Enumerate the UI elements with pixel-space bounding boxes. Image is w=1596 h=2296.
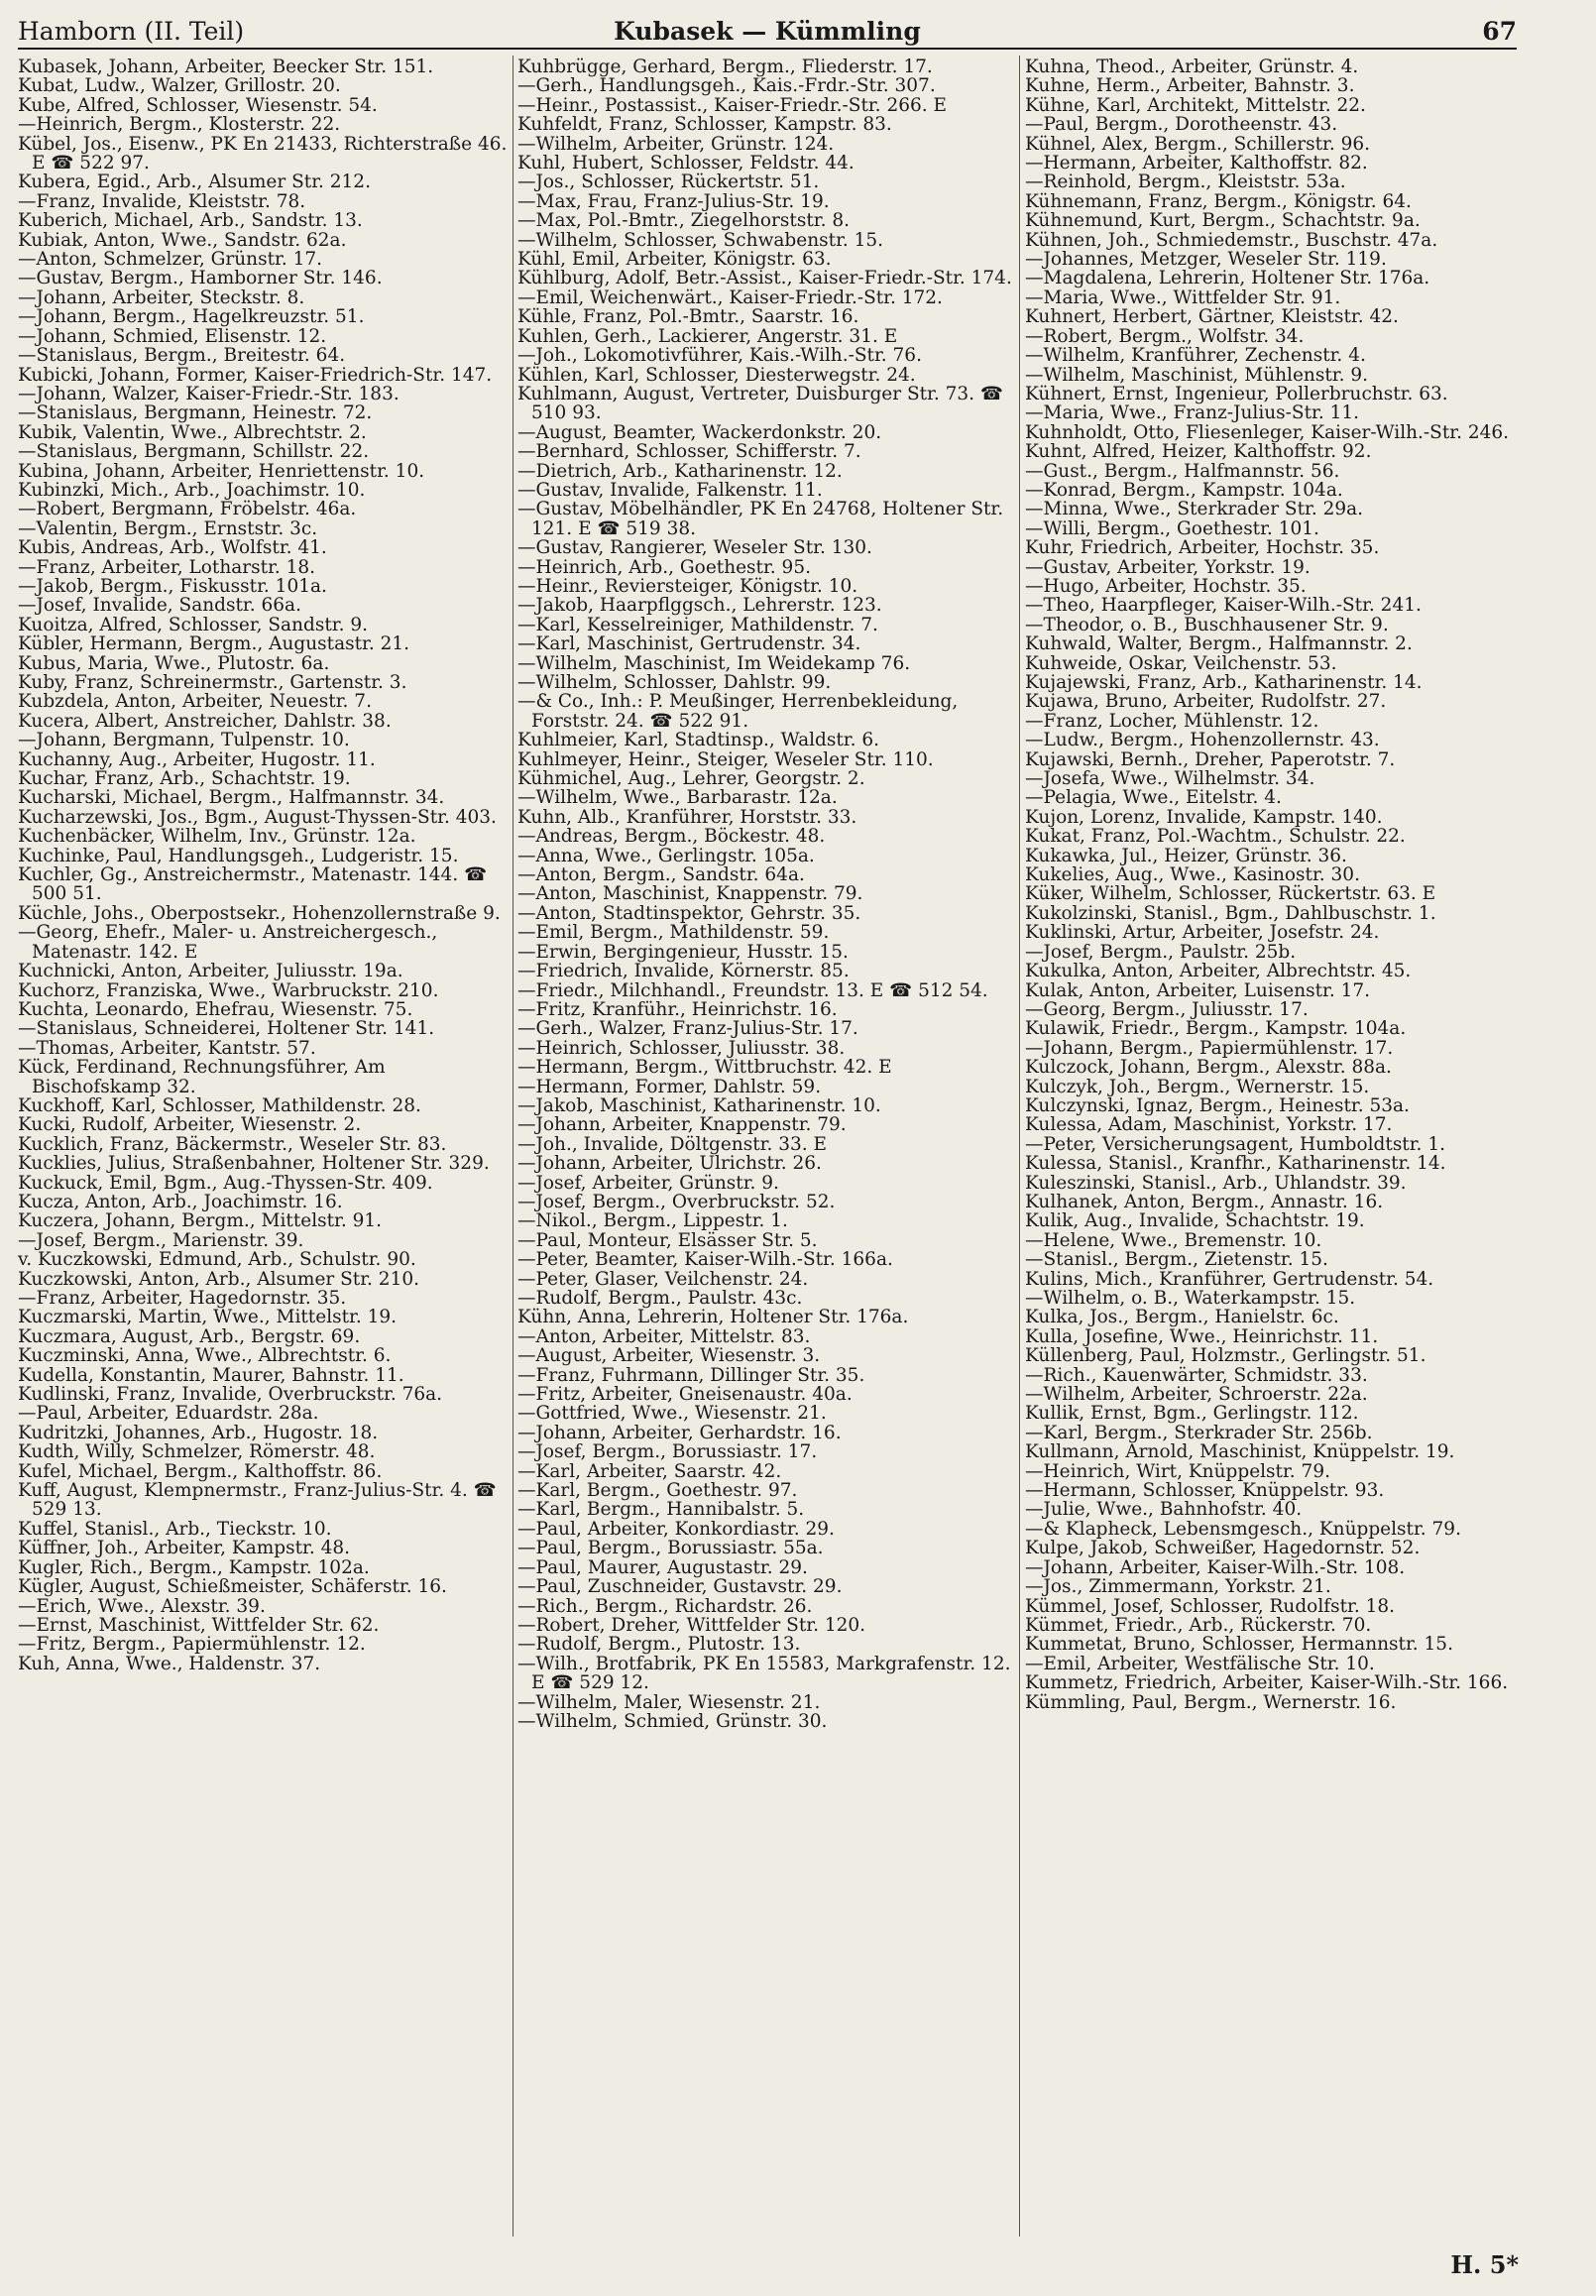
directory-entry: Kuhr, Friedrich, Arbeiter, Hochstr. 35. bbox=[1025, 537, 1380, 559]
directory-entry: —Reinhold, Bergm., Kleiststr. 53a. bbox=[1025, 172, 1346, 193]
directory-entry: —Anton, Schmelzer, Grünstr. 17. bbox=[18, 249, 323, 271]
directory-column-3 bbox=[1025, 57, 1521, 1712]
directory-entry: —Franz, Arbeiter, Lotharstr. 18. bbox=[18, 556, 316, 578]
directory-entry: Kühlburg, Adolf, Betr.-Assist., Kaiser-Friedr.-Str. 174. bbox=[517, 268, 1012, 289]
directory-entry: Kubat, Ludw., Walzer, Grillostr. 20. bbox=[18, 75, 341, 97]
directory-entry: Kühnert, Ernst, Ingenieur, Pollerbruchstr. 63. bbox=[1025, 383, 1448, 404]
directory-entry: Kuchanny, Aug., Arbeiter, Hugostr. 11. bbox=[18, 748, 376, 770]
directory-entry: Kübler, Hermann, Bergm., Augustastr. 21. bbox=[18, 633, 410, 655]
directory-entry: —Wilhelm, Schlosser, Dahlstr. 99. bbox=[517, 672, 832, 693]
directory-entry: Kukolzinski, Stanisl., Bgm., Dahlbuschstr. 1. bbox=[1025, 902, 1436, 924]
directory-entry: Kümmet, Friedr., Arb., Rückerstr. 70. bbox=[1025, 1614, 1372, 1636]
directory-entry: —Wilhelm, Arbeiter, Grünstr. 124. bbox=[517, 133, 835, 155]
directory-entry: —Willi, Bergm., Goethestr. 101. bbox=[1025, 517, 1319, 539]
directory-entry: —August, Arbeiter, Wiesenstr. 3. bbox=[517, 1345, 821, 1367]
directory-entry: —Franz, Invalide, Kleiststr. 78. bbox=[18, 190, 306, 212]
directory-entry: —Erich, Wwe., Alexstr. 39. bbox=[18, 1595, 266, 1617]
directory-entry: Kühne, Karl, Architekt, Mittelstr. 22. bbox=[1025, 94, 1366, 116]
directory-entry: Kück, Ferdinand, Rechnungsführer, Am Bischofskamp 32. bbox=[18, 1057, 386, 1097]
page-number: 67 bbox=[1482, 17, 1517, 46]
directory-entry: Kuhnt, Alfred, Heizer, Kalthoffstr. 92. bbox=[1025, 441, 1372, 463]
directory-entry: Kuchenbäcker, Wilhelm, Inv., Grünstr. 12a. bbox=[18, 826, 416, 848]
directory-entry: Kubera, Egid., Arb., Alsumer Str. 212. bbox=[18, 172, 371, 193]
directory-entry: Kuczkowski, Anton, Arb., Alsumer Str. 210. bbox=[18, 1268, 419, 1290]
directory-entry: Kuhlmeier, Karl, Stadtinsp., Waldstr. 6. bbox=[517, 730, 880, 751]
directory-entry: —Georg, Ehefr., Maler- u. Anstreichergesch., Matenastr. 142. E bbox=[18, 922, 438, 963]
directory-entry: Küker, Wilhelm, Schlosser, Rückertstr. 63. E bbox=[1025, 883, 1436, 905]
directory-entry: —Josef, Invalide, Sandstr. 66a. bbox=[18, 595, 301, 617]
directory-entry: —Wilhelm, Arbeiter, Schroerstr. 22a. bbox=[1025, 1384, 1368, 1406]
directory-entry: Kuchta, Leonardo, Ehefrau, Wiesenstr. 75. bbox=[18, 998, 413, 1020]
directory-entry: —& Klapheck, Lebensmgesch., Knüppelstr. 79. bbox=[1025, 1518, 1461, 1540]
directory-entry: —Josef, Bergm., Marienstr. 39. bbox=[18, 1229, 304, 1251]
directory-entry: —Max, Frau, Franz-Julius-Str. 19. bbox=[517, 190, 830, 212]
directory-entry: —Gerh., Handlungsgeh., Kais.-Frdr.-Str. 307. bbox=[517, 75, 936, 97]
directory-entry: Kulczyk, Joh., Bergm., Wernerstr. 15. bbox=[1025, 1076, 1370, 1097]
directory-column-2 bbox=[517, 57, 1015, 1731]
directory-entry: Kühnemund, Kurt, Bergm., Schachtstr. 9a. bbox=[1025, 210, 1421, 232]
directory-entry: —Josef, Arbeiter, Grünstr. 9. bbox=[517, 1172, 779, 1194]
directory-entry: Kulawik, Friedr., Bergm., Kampstr. 104a. bbox=[1025, 1018, 1407, 1040]
directory-entry: Kube, Alfred, Schlosser, Wiesenstr. 54. bbox=[18, 94, 378, 116]
directory-entry: —Emil, Arbeiter, Westfälische Str. 10. bbox=[1025, 1653, 1375, 1674]
directory-entry: —Franz, Arbeiter, Hagedornstr. 35. bbox=[18, 1288, 347, 1309]
directory-entry: —Stanislaus, Bergmann, Schillstr. 22. bbox=[18, 441, 370, 463]
directory-entry: —Theodor, o. B., Buschhausener Str. 9. bbox=[1025, 614, 1389, 635]
directory-entry: Kujawa, Bruno, Arbeiter, Rudolfstr. 27. bbox=[1025, 691, 1387, 713]
directory-entry: Kubik, Valentin, Wwe., Albrechtstr. 2. bbox=[18, 421, 367, 443]
directory-entry: —Johann, Bergm., Hagelkreuzstr. 51. bbox=[18, 306, 365, 328]
directory-entry: Kucki, Rudolf, Arbeiter, Wiesenstr. 2. bbox=[18, 1114, 362, 1136]
directory-entry: —Dietrich, Arb., Katharinenstr. 12. bbox=[517, 460, 843, 482]
directory-entry: Kuberich, Michael, Arb., Sandstr. 13. bbox=[18, 210, 363, 232]
directory-entry: —Anton, Arbeiter, Mittelstr. 83. bbox=[517, 1325, 811, 1347]
directory-entry: Kubinzki, Mich., Arb., Joachimstr. 10. bbox=[18, 479, 366, 501]
directory-entry: —Josef, Bergm., Overbruckstr. 52. bbox=[517, 1191, 836, 1212]
directory-entry: Kuhlen, Gerh., Lackierer, Angerstr. 31. E bbox=[517, 325, 898, 347]
directory-entry: —Hermann, Arbeiter, Kalthoffstr. 82. bbox=[1025, 153, 1368, 174]
directory-entry: Küffner, Joh., Arbeiter, Kampstr. 48. bbox=[18, 1538, 351, 1559]
directory-entry: —Peter, Versicherungsagent, Humboldtstr. 1. bbox=[1025, 1133, 1445, 1155]
directory-entry: —Johann, Bergm., Papiermühlenstr. 17. bbox=[1025, 1037, 1394, 1059]
directory-entry: Kulczock, Johann, Bergm., Alexstr. 88a. bbox=[1025, 1057, 1392, 1079]
directory-entry: —Wilhelm, Maler, Wiesenstr. 21. bbox=[517, 1691, 821, 1713]
directory-entry: —Fritz, Kranführ., Heinrichstr. 16. bbox=[517, 998, 838, 1020]
directory-entry: —Josef, Bergm., Borussiastr. 17. bbox=[517, 1441, 818, 1463]
directory-entry: —Peter, Beamter, Kaiser-Wilh.-Str. 166a. bbox=[517, 1249, 893, 1271]
directory-entry: Kubicki, Johann, Former, Kaiser-Friedrich-Str. 147. bbox=[18, 364, 493, 386]
directory-entry: Kuhnholdt, Otto, Fliesenleger, Kaiser-Wilh.-Str. 246. bbox=[1025, 421, 1510, 443]
directory-entry: Kümmling, Paul, Bergm., Wernerstr. 16. bbox=[1025, 1691, 1397, 1712]
directory-entry: —Gust., Bergm., Halfmannstr. 56. bbox=[1025, 460, 1340, 482]
directory-entry: Kudth, Willy, Schmelzer, Römerstr. 48. bbox=[18, 1441, 376, 1463]
directory-entry: Kuhne, Herm., Arbeiter, Bahnstr. 3. bbox=[1025, 75, 1355, 97]
directory-entry: —Hugo, Arbeiter, Hochstr. 35. bbox=[1025, 575, 1307, 597]
directory-entry: Kummetz, Friedrich, Arbeiter, Kaiser-Wilh.-Str. 166. bbox=[1025, 1672, 1509, 1694]
directory-entry: Kudritzki, Johannes, Arb., Hugostr. 18. bbox=[18, 1422, 379, 1443]
directory-entry: Kubiak, Anton, Wwe., Sandstr. 62a. bbox=[18, 229, 347, 251]
page-header bbox=[18, 10, 1517, 50]
directory-entry: —Emil, Weichenwärt., Kaiser-Friedr.-Str. 172. bbox=[517, 287, 943, 308]
directory-entry: —Bernhard, Schlosser, Schifferstr. 7. bbox=[517, 441, 861, 463]
directory-entry: Kukulka, Anton, Arbeiter, Albrechtstr. 45. bbox=[1025, 961, 1412, 982]
directory-entry: Küchle, Johs., Oberpostsekr., Hohenzollernstraße 9. bbox=[18, 902, 501, 924]
directory-entry: —Heinrich, Schlosser, Juliusstr. 38. bbox=[517, 1037, 846, 1059]
directory-entry: Kühmichel, Aug., Lehrer, Georgstr. 2. bbox=[517, 768, 865, 790]
directory-entry: Kuchinke, Paul, Handlungsgeh., Ludgeristr. 15. bbox=[18, 845, 459, 866]
directory-entry: —Jakob, Haarpflggsch., Lehrerstr. 123. bbox=[517, 595, 882, 617]
directory-entry: —Karl, Bergm., Hannibalstr. 5. bbox=[517, 1499, 805, 1521]
directory-entry: —Paul, Maurer, Augustastr. 29. bbox=[517, 1556, 808, 1578]
directory-entry: —Gustav, Bergm., Hamborner Str. 146. bbox=[18, 268, 383, 289]
directory-entry: Kulins, Mich., Kranführer, Gertrudenstr. 54. bbox=[1025, 1268, 1434, 1290]
directory-entry: —Hermann, Former, Dahlstr. 59. bbox=[517, 1076, 822, 1097]
directory-entry: —Emil, Bergm., Mathildenstr. 59. bbox=[517, 922, 830, 944]
directory-entry: Kukat, Franz, Pol.-Wachtm., Schulstr. 22. bbox=[1025, 826, 1406, 848]
directory-entry: —Heinrich, Wirt, Knüppelstr. 79. bbox=[1025, 1460, 1330, 1482]
directory-entry: —Anton, Stadtinspektor, Gehrstr. 35. bbox=[517, 902, 861, 924]
directory-entry: —Heinr., Reviersteiger, Königstr. 10. bbox=[517, 575, 858, 597]
directory-entry: Kulik, Aug., Invalide, Schachtstr. 19. bbox=[1025, 1210, 1365, 1232]
directory-entry: Kuckuck, Emil, Bgm., Aug.-Thyssen-Str. 409. bbox=[18, 1172, 433, 1194]
directory-entry: —Paul, Arbeiter, Eduardstr. 28a. bbox=[18, 1403, 319, 1425]
directory-entry: Kuklinski, Artur, Arbeiter, Josefstr. 24. bbox=[1025, 922, 1380, 944]
directory-entry: —Gustav, Rangierer, Weseler Str. 130. bbox=[517, 537, 872, 559]
directory-entry: v. Kuczkowski, Edmund, Arb., Schulstr. 90. bbox=[18, 1249, 416, 1271]
directory-entry: —Wilhelm, Schlosser, Schwabenstr. 15. bbox=[517, 229, 884, 251]
directory-entry: —Stanislaus, Bergmann, Heinestr. 72. bbox=[18, 402, 373, 424]
directory-entry: Kuoitza, Alfred, Schlosser, Sandstr. 9. bbox=[18, 614, 368, 635]
directory-entry: Kucza, Anton, Arb., Joachimstr. 16. bbox=[18, 1191, 343, 1212]
directory-entry: Kufel, Michael, Bergm., Kalthoffstr. 86. bbox=[18, 1460, 383, 1482]
directory-entry: Kuchler, Gg., Anstreichermstr., Matenastr. 144. ☎ 500 51. bbox=[18, 864, 488, 905]
directory-entry: —Robert, Dreher, Wittfelder Str. 120. bbox=[517, 1614, 866, 1636]
directory-entry: —Anton, Maschinist, Knappenstr. 79. bbox=[517, 883, 863, 905]
directory-entry: —Fritz, Bergm., Papiermühlenstr. 12. bbox=[18, 1634, 366, 1656]
directory-entry: Kukelies, Aug., Wwe., Kasinostr. 30. bbox=[1025, 864, 1360, 886]
directory-entry: Kümmel, Josef, Schlosser, Rudolfstr. 18. bbox=[1025, 1595, 1396, 1617]
directory-entry: —Ernst, Maschinist, Wittfelder Str. 62. bbox=[18, 1614, 380, 1636]
directory-entry: —Wilhelm, o. B., Waterkampstr. 15. bbox=[1025, 1288, 1356, 1309]
directory-entry: Kujajewski, Franz, Arb., Katharinenstr. 14. bbox=[1025, 672, 1423, 693]
directory-entry: —Johann, Bergmann, Tulpenstr. 10. bbox=[18, 730, 350, 751]
directory-entry: —Theo, Haarpfleger, Kaiser-Wilh.-Str. 241. bbox=[1025, 595, 1422, 617]
directory-entry: Kuhbrügge, Gerhard, Bergm., Fliederstr. 17. bbox=[517, 57, 933, 77]
directory-entry: Kuhnert, Herbert, Gärtner, Kleiststr. 42. bbox=[1025, 306, 1399, 328]
directory-entry: —Andreas, Bergm., Böckestr. 48. bbox=[517, 826, 826, 848]
directory-entry: —Konrad, Bergm., Kampstr. 104a. bbox=[1025, 479, 1343, 501]
directory-entry: Kulpe, Jakob, Schweißer, Hagedornstr. 52. bbox=[1025, 1538, 1421, 1559]
directory-entry: —Magdalena, Lehrerin, Holtener Str. 176a. bbox=[1025, 268, 1430, 289]
directory-entry: Kubzdela, Anton, Arbeiter, Neuestr. 7. bbox=[18, 691, 372, 713]
directory-entry: Kuczminski, Anna, Wwe., Albrechtstr. 6. bbox=[18, 1345, 392, 1367]
directory-entry: —Josefa, Wwe., Wilhelmstr. 34. bbox=[1025, 768, 1315, 790]
directory-entry: —Franz, Locher, Mühlenstr. 12. bbox=[1025, 710, 1319, 732]
directory-entry: Kucklich, Franz, Bäckermstr., Weseler Str. 83. bbox=[18, 1133, 447, 1155]
directory-entry: —Karl, Bergm., Goethestr. 97. bbox=[517, 1480, 798, 1502]
directory-entry: —Joh., Lokomotivführer, Kais.-Wilh.-Str. 76. bbox=[517, 345, 922, 367]
directory-entry: Kulessa, Stanisl., Kranfhr., Katharinenstr. 14. bbox=[1025, 1153, 1446, 1175]
directory-entry: Kuffel, Stanisl., Arb., Tieckstr. 10. bbox=[18, 1518, 332, 1540]
directory-entry: Kulka, Jos., Bergm., Hanielstr. 6c. bbox=[1025, 1307, 1339, 1328]
directory-entry: Kuhlmann, August, Vertreter, Duisburger Str. 73. ☎ 510 93. bbox=[517, 383, 1003, 424]
directory-entry: Kuchorz, Franziska, Wwe., Warbruckstr. 210. bbox=[18, 979, 439, 1001]
directory-entry: Kullmann, Arnold, Maschinist, Knüppelstr. 19. bbox=[1025, 1441, 1455, 1463]
directory-entry: —Stanislaus, Bergm., Breitestr. 64. bbox=[18, 345, 346, 367]
directory-entry: Kühnen, Joh., Schmiedemstr., Buschstr. 47a. bbox=[1025, 229, 1438, 251]
directory-entry: Kuleszinski, Stanisl., Arb., Uhlandstr. 39. bbox=[1025, 1172, 1407, 1194]
directory-entry: Kubis, Andreas, Arb., Wolfstr. 41. bbox=[18, 537, 327, 559]
directory-entry: —Paul, Monteur, Elsässer Str. 5. bbox=[517, 1229, 818, 1251]
directory-entry: —Jos., Zimmermann, Yorkstr. 21. bbox=[1025, 1576, 1331, 1598]
directory-entry: Kühn, Anna, Lehrerin, Holtener Str. 176a. bbox=[517, 1307, 909, 1328]
directory-entry: Kuhfeldt, Franz, Schlosser, Kampstr. 83. bbox=[517, 114, 892, 136]
directory-entry: Kuhn, Alb., Kranführer, Horststr. 33. bbox=[517, 806, 857, 828]
directory-entry: —Johann, Schmied, Elisenstr. 12. bbox=[18, 325, 327, 347]
directory-entry: —Wilhelm, Kranführer, Zechenstr. 4. bbox=[1025, 345, 1366, 367]
directory-entry: Kulhanek, Anton, Bergm., Annastr. 16. bbox=[1025, 1191, 1384, 1212]
directory-entry: Kuchar, Franz, Arb., Schachtstr. 19. bbox=[18, 768, 351, 790]
directory-entry: Kuczmarski, Martin, Wwe., Mittelstr. 19. bbox=[18, 1307, 398, 1328]
directory-entry: —Minna, Wwe., Sterkrader Str. 29a. bbox=[1025, 499, 1364, 520]
directory-entry: —Johann, Arbeiter, Ulrichstr. 26. bbox=[517, 1153, 822, 1175]
directory-entry: Kubasek, Johann, Arbeiter, Beecker Str. 151. bbox=[18, 57, 434, 77]
directory-entry: —Johann, Walzer, Kaiser-Friedr.-Str. 183. bbox=[18, 383, 399, 404]
directory-entry: Kuhweide, Oskar, Veilchenstr. 53. bbox=[1025, 652, 1337, 674]
directory-entry: —Rich., Bergm., Richardstr. 26. bbox=[517, 1595, 813, 1617]
directory-entry: —Friedr., Milchhandl., Freundstr. 13. E ☎ 512 54. bbox=[517, 979, 988, 1001]
directory-entry: —Heinr., Postassist., Kaiser-Friedr.-Str. 266. E bbox=[517, 94, 948, 116]
directory-entry: Kuczmara, August, Arb., Bergstr. 69. bbox=[18, 1325, 361, 1347]
header-name-range: Kubasek — Kümmling bbox=[614, 17, 921, 46]
directory-entry: Kubina, Johann, Arbeiter, Henriettenstr. 10. bbox=[18, 460, 425, 482]
directory-entry: —Thomas, Arbeiter, Kantstr. 57. bbox=[18, 1037, 316, 1059]
directory-entry: —Stanislaus, Schneiderei, Holtener Str. 141. bbox=[18, 1018, 435, 1040]
directory-entry: —Paul, Zuschneider, Gustavstr. 29. bbox=[517, 1576, 843, 1598]
directory-entry: Kucharzewski, Jos., Bgm., August-Thyssen-Str. 403. bbox=[18, 806, 497, 828]
directory-entry: —August, Beamter, Wackerdonkstr. 20. bbox=[517, 421, 882, 443]
directory-entry: —Fritz, Arbeiter, Gneisenaustr. 40a. bbox=[517, 1384, 853, 1406]
directory-entry: Kucklies, Julius, Straßenbahner, Holtener Str. 329. bbox=[18, 1153, 490, 1175]
directory-entry: Kulak, Anton, Arbeiter, Luisenstr. 17. bbox=[1025, 979, 1371, 1001]
directory-entry: —Julie, Wwe., Bahnhofstr. 40. bbox=[1025, 1499, 1303, 1521]
directory-entry: —Wilhelm, Maschinist, Im Weidekamp 76. bbox=[517, 652, 911, 674]
directory-entry: —Gustav, Arbeiter, Yorkstr. 19. bbox=[1025, 556, 1311, 578]
directory-entry: —Karl, Maschinist, Gertrudenstr. 34. bbox=[517, 633, 861, 655]
directory-entry: —Hermann, Schlosser, Knüppelstr. 93. bbox=[1025, 1480, 1385, 1502]
directory-entry: Kulessa, Adam, Maschinist, Yorkstr. 17. bbox=[1025, 1114, 1393, 1136]
directory-entry: Kuhlmeyer, Heinr., Steiger, Weseler Str. 110. bbox=[517, 748, 934, 770]
directory-entry: Kujon, Lorenz, Invalide, Kampstr. 140. bbox=[1025, 806, 1383, 828]
directory-entry: Kuhl, Hubert, Schlosser, Feldstr. 44. bbox=[517, 153, 855, 174]
directory-entry: Kuff, August, Klempnermstr., Franz-Julius-Str. 4. ☎ 529 13. bbox=[18, 1480, 497, 1521]
directory-entry: Kühlen, Karl, Schlosser, Diesterwegstr. 24. bbox=[517, 364, 916, 386]
directory-entry: Kuhwald, Walter, Bergm., Halfmannstr. 2. bbox=[1025, 633, 1413, 655]
directory-entry: —Nikol., Bergm., Lippestr. 1. bbox=[517, 1210, 788, 1232]
directory-entry: —Heinrich, Arb., Goethestr. 95. bbox=[517, 556, 811, 578]
directory-entry: Kuby, Franz, Schreinermstr., Gartenstr. 3. bbox=[18, 672, 407, 693]
directory-entry: —Karl, Kesselreiniger, Mathildenstr. 7. bbox=[517, 614, 878, 635]
directory-entry: Kucharski, Michael, Bergm., Halfmannstr. 34. bbox=[18, 787, 445, 809]
directory-entry: —Jakob, Maschinist, Katharinenstr. 10. bbox=[517, 1094, 881, 1116]
directory-entry: —Jakob, Bergm., Fiskusstr. 101a. bbox=[18, 575, 327, 597]
directory-entry: —Paul, Bergm., Dorotheenstr. 43. bbox=[1025, 114, 1338, 136]
directory-entry: Kullik, Ernst, Bgm., Gerlingstr. 112. bbox=[1025, 1403, 1359, 1425]
directory-entry: Kudlinski, Franz, Invalide, Overbruckstr. 76a. bbox=[18, 1384, 443, 1406]
directory-entry: —Johann, Arbeiter, Steckstr. 8. bbox=[18, 287, 305, 308]
directory-entry: —Johann, Arbeiter, Knappenstr. 79. bbox=[517, 1114, 847, 1136]
directory-entry: Kulczynski, Ignaz, Bergm., Heinestr. 53a. bbox=[1025, 1094, 1410, 1116]
directory-entry: Kubus, Maria, Wwe., Plutostr. 6a. bbox=[18, 652, 330, 674]
directory-entry: —Franz, Fuhrmann, Dillinger Str. 35. bbox=[517, 1364, 865, 1386]
directory-entry: —Paul, Bergm., Borussiastr. 55a. bbox=[517, 1538, 824, 1559]
directory-entry: Kugler, Rich., Bergm., Kampstr. 102a. bbox=[18, 1556, 370, 1578]
directory-entry: Kudella, Konstantin, Maurer, Bahnstr. 11. bbox=[18, 1364, 404, 1386]
directory-entry: —Paul, Arbeiter, Konkordiastr. 29. bbox=[517, 1518, 835, 1540]
directory-entry: —Hermann, Bergm., Wittbruchstr. 42. E bbox=[517, 1057, 892, 1079]
directory-entry: —Helene, Wwe., Bremenstr. 10. bbox=[1025, 1229, 1322, 1251]
directory-entry: Kucera, Albert, Anstreicher, Dahlstr. 38. bbox=[18, 710, 392, 732]
directory-entry: —Gustav, Möbelhändler, PK En 24768, Holtener Str. 121. E ☎ 519 38. bbox=[517, 499, 1004, 539]
directory-entry: —Maria, Wwe., Franz-Julius-Str. 11. bbox=[1025, 402, 1360, 424]
directory-entry: —Erwin, Bergingenieur, Husstr. 15. bbox=[517, 941, 849, 963]
directory-entry: Kuchnicki, Anton, Arbeiter, Juliusstr. 19a. bbox=[18, 961, 403, 982]
directory-entry: —Anton, Bergm., Sandstr. 64a. bbox=[517, 864, 805, 886]
directory-entry: Kuckhoff, Karl, Schlosser, Mathildenstr. 28. bbox=[18, 1094, 421, 1116]
directory-entry: —Wilhelm, Schmied, Grünstr. 30. bbox=[517, 1710, 828, 1732]
directory-entry: —Robert, Bergmann, Fröbelstr. 46a. bbox=[18, 499, 357, 520]
directory-entry: Kühnemann, Franz, Bergm., Königstr. 64. bbox=[1025, 190, 1412, 212]
directory-entry: Kukawka, Jul., Heizer, Grünstr. 36. bbox=[1025, 845, 1347, 866]
directory-entry: —Robert, Bergm., Wolfstr. 34. bbox=[1025, 325, 1305, 347]
directory-entry: Kuh, Anna, Wwe., Haldenstr. 37. bbox=[18, 1653, 321, 1674]
directory-entry: Kühle, Franz, Pol.-Bmtr., Saarstr. 16. bbox=[517, 306, 859, 328]
directory-entry: —Friedrich, Invalide, Körnerstr. 85. bbox=[517, 961, 850, 982]
directory-entry: —Ludw., Bergm., Hohenzollernstr. 43. bbox=[1025, 730, 1380, 751]
directory-entry: —Valentin, Bergm., Ernststr. 3c. bbox=[18, 517, 318, 539]
directory-entry: —Jos., Schlosser, Rückertstr. 51. bbox=[517, 172, 820, 193]
directory-entry: —Karl, Bergm., Sterkrader Str. 256b. bbox=[1025, 1422, 1373, 1443]
directory-entry: —Johann, Arbeiter, Gerhardstr. 16. bbox=[517, 1422, 842, 1443]
directory-entry: Kühl, Emil, Arbeiter, Königstr. 63. bbox=[517, 249, 832, 271]
directory-entry: —Gerh., Walzer, Franz-Julius-Str. 17. bbox=[517, 1018, 858, 1040]
directory-entry: —& Co., Inh.: P. Meußinger, Herrenbekleidung, Forststr. 24. ☎ 522 91. bbox=[517, 691, 959, 732]
directory-entry: —Johannes, Metzger, Weseler Str. 119. bbox=[1025, 249, 1387, 271]
directory-entry: —Anna, Wwe., Gerlingstr. 105a. bbox=[517, 845, 815, 866]
directory-entry: Kulla, Josefine, Wwe., Heinrichstr. 11. bbox=[1025, 1325, 1379, 1347]
directory-entry: Kügler, August, Schießmeister, Schäferstr. 16. bbox=[18, 1576, 447, 1598]
directory-entry: —Rudolf, Bergm., Plutostr. 13. bbox=[517, 1634, 801, 1656]
directory-entry: —Maria, Wwe., Wittfelder Str. 91. bbox=[1025, 287, 1341, 308]
directory-entry: —Rich., Kauenwärter, Schmidstr. 33. bbox=[1025, 1364, 1368, 1386]
directory-entry: —Wilh., Brotfabrik, PK En 15583, Markgrafenstr. 12. E ☎ 529 12. bbox=[517, 1653, 1011, 1694]
directory-column-1 bbox=[18, 57, 510, 1673]
directory-entry: —Gottfried, Wwe., Wiesenstr. 21. bbox=[517, 1403, 827, 1425]
directory-entry: —Rudolf, Bergm., Paulstr. 43c. bbox=[517, 1288, 803, 1309]
footer-signature: H. 5* bbox=[1450, 2250, 1519, 2279]
directory-entry: Kühnel, Alex, Bergm., Schillerstr. 96. bbox=[1025, 133, 1371, 155]
directory-entry: —Karl, Arbeiter, Saarstr. 42. bbox=[517, 1460, 782, 1482]
directory-entry: —Wilhelm, Wwe., Barbarastr. 12a. bbox=[517, 787, 838, 809]
directory-entry: Kummetat, Bruno, Schlosser, Hermannstr. 15. bbox=[1025, 1634, 1453, 1656]
directory-entry: —Johann, Arbeiter, Kaiser-Wilh.-Str. 108. bbox=[1025, 1556, 1406, 1578]
directory-entry: —Georg, Bergm., Juliusstr. 17. bbox=[1025, 998, 1309, 1020]
directory-entry: Küllenberg, Paul, Holzmstr., Gerlingstr. 51. bbox=[1025, 1345, 1426, 1367]
directory-entry: Kuczera, Johann, Bergm., Mittelstr. 91. bbox=[18, 1210, 383, 1232]
directory-entry: —Joh., Invalide, Döltgenstr. 33. E bbox=[517, 1133, 828, 1155]
directory-entry: —Josef, Bergm., Paulstr. 25b. bbox=[1025, 941, 1297, 963]
directory-entry: —Gustav, Invalide, Falkenstr. 11. bbox=[517, 479, 823, 501]
directory-entry: Kujawski, Bernh., Dreher, Paperotstr. 7. bbox=[1025, 748, 1396, 770]
directory-entry: —Wilhelm, Maschinist, Mühlenstr. 9. bbox=[1025, 364, 1368, 386]
directory-entry: —Peter, Glaser, Veilchenstr. 24. bbox=[517, 1268, 809, 1290]
header-section-title: Hamborn (II. Teil) bbox=[18, 17, 245, 46]
directory-entry: Kübel, Jos., Eisenw., PK En 21433, Richterstraße 46. E ☎ 522 97. bbox=[18, 133, 508, 174]
column-divider bbox=[1019, 56, 1020, 2237]
directory-entry: —Max, Pol.-Bmtr., Ziegelhorststr. 8. bbox=[517, 210, 850, 232]
directory-entry: —Heinrich, Bergm., Klosterstr. 22. bbox=[18, 114, 341, 136]
directory-entry: —Stanisl., Bergm., Zietenstr. 15. bbox=[1025, 1249, 1328, 1271]
directory-entry: Kuhna, Theod., Arbeiter, Grünstr. 4. bbox=[1025, 57, 1359, 77]
directory-entry: —Pelagia, Wwe., Eitelstr. 4. bbox=[1025, 787, 1282, 809]
